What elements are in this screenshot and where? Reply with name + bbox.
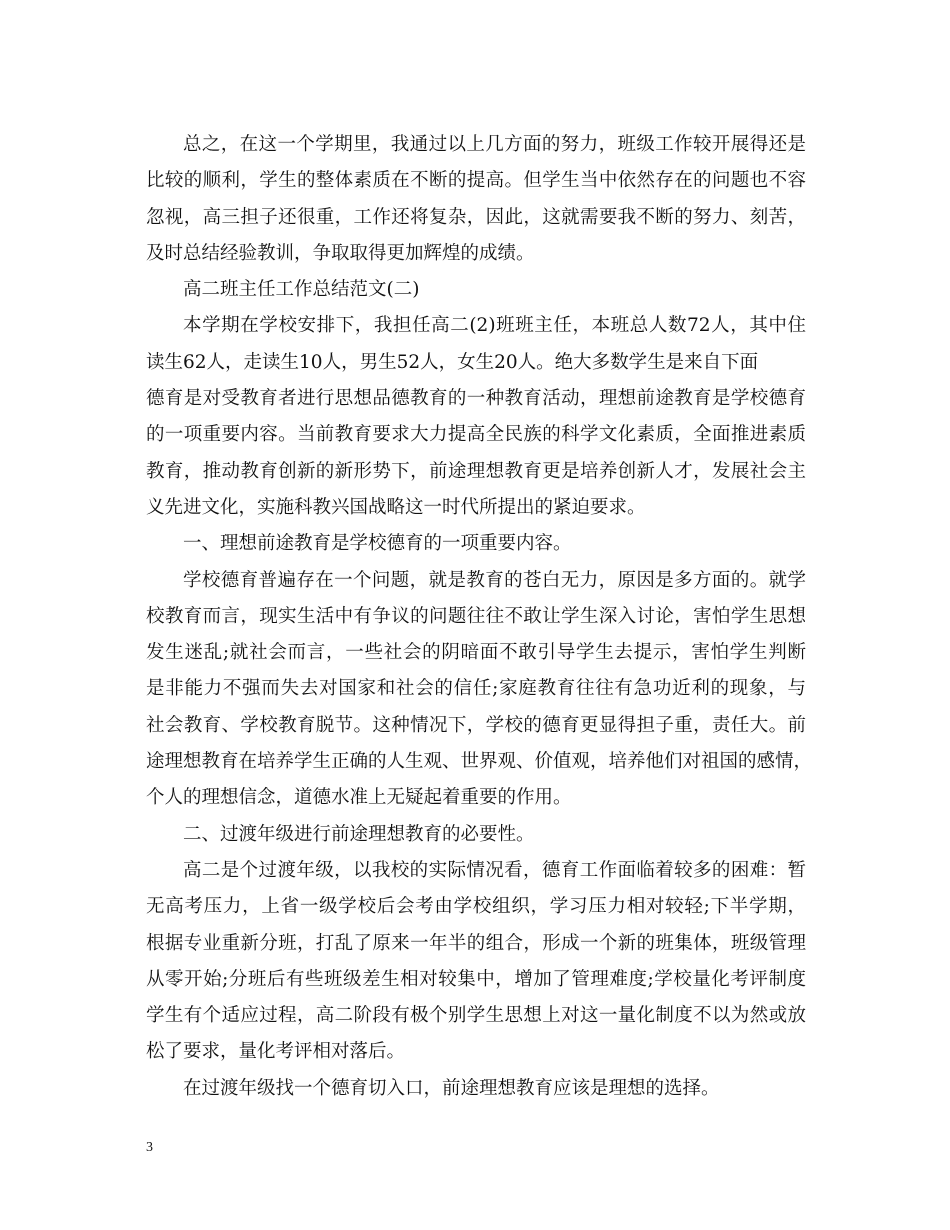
text-line: 总之，在这一个学期里，我通过以上几方面的努力，班级工作较开展得还是: [183, 134, 806, 155]
text-line: 学校德育普遍存在一个问题，就是教育的苍白无力，原因是多方面的。就学: [183, 569, 806, 591]
text-line: 在过渡年级找一个德育切入口，前途理想教育应该是理想的选择。: [183, 1077, 720, 1099]
text-line: 高二是个过渡年级，以我校的实际情况看，德育工作面临着较多的困难：暂: [183, 859, 806, 881]
text-line: 二、过渡年级进行前途理想教育的必要性。: [183, 823, 535, 845]
body-text: [146, 127, 813, 1107]
text-line: 校教育而言，现实生活中有争议的问题往往不敢让学生深入讨论，害怕学生思想: [146, 605, 806, 627]
text-line: 一、理想前途教育是学校德育的一项重要内容。: [183, 533, 572, 555]
text-line: 社会教育、学校教育脱节。这种情况下，学校的德育更显得担子重，责任大。前: [146, 714, 806, 736]
text-line: 高二班主任工作总结范文(二): [183, 279, 420, 301]
text-line: 本学期在学校安排下，我担任高二(2)班班主任，本班总人数72人，其中住: [183, 315, 806, 337]
text-line: 是非能力不强而失去对国家和社会的信任;家庭教育往往有急功近利的现象，与: [146, 678, 806, 700]
text-line: 无高考压力，上省一级学校后会考由学校组织，学习压力相对较轻;下半学期，: [146, 896, 806, 918]
text-line: 教育，推动教育创新的新形势下，前途理想教育更是培养创新人才，发展社会主: [146, 460, 806, 482]
text-line: 及时总结经验教训，争取取得更加辉煌的成绩。: [146, 242, 535, 264]
text-line: 比较的顺利，学生的整体素质在不断的提高。但学生当中依然存在的问题也不容: [146, 170, 806, 192]
text-line: 途理想教育在培养学生正确的人生观、世界观、价值观，培养他们对祖国的感情，: [146, 751, 813, 773]
text-line: 义先进文化，实施科教兴国战略这一时代所提出的紧迫要求。: [146, 496, 646, 518]
text-line: 的一项重要内容。当前教育要求大力提高全民族的科学文化素质，全面推进素质: [146, 424, 806, 446]
text-line: 发生迷乱;就社会而言，一些社会的阴暗面不敢引导学生去提示，害怕学生判断: [146, 642, 806, 664]
text-line: 根据专业重新分班，打乱了原来一年半的组合，形成一个新的班集体，班级管理: [146, 932, 806, 954]
page-number: 3: [146, 1140, 153, 1155]
text-line: 读生62人，走读生10人，男生52人，女生20人。绝大多数学生是来自下面: [146, 351, 759, 373]
text-line: 个人的理想信念，道德水准上无疑起着重要的作用。: [146, 787, 572, 809]
text-line: 松了要求，量化考评相对落后。: [146, 1041, 406, 1063]
text-line: 德育是对受教育者进行思想品德教育的一种教育活动，理想前途教育是学校德育: [146, 388, 806, 410]
text-line: 忽视，高三担子还很重，工作还将复杂，因此，这就需要我不断的努力、刻苦，: [146, 206, 806, 228]
text-line: 从零开始;分班后有些班级差生相对较集中，增加了管理难度;学校量化考评制度: [146, 968, 806, 990]
text-line: 学生有个适应过程，高二阶段有极个别学生思想上对这一量化制度不以为然或放: [146, 1005, 806, 1027]
